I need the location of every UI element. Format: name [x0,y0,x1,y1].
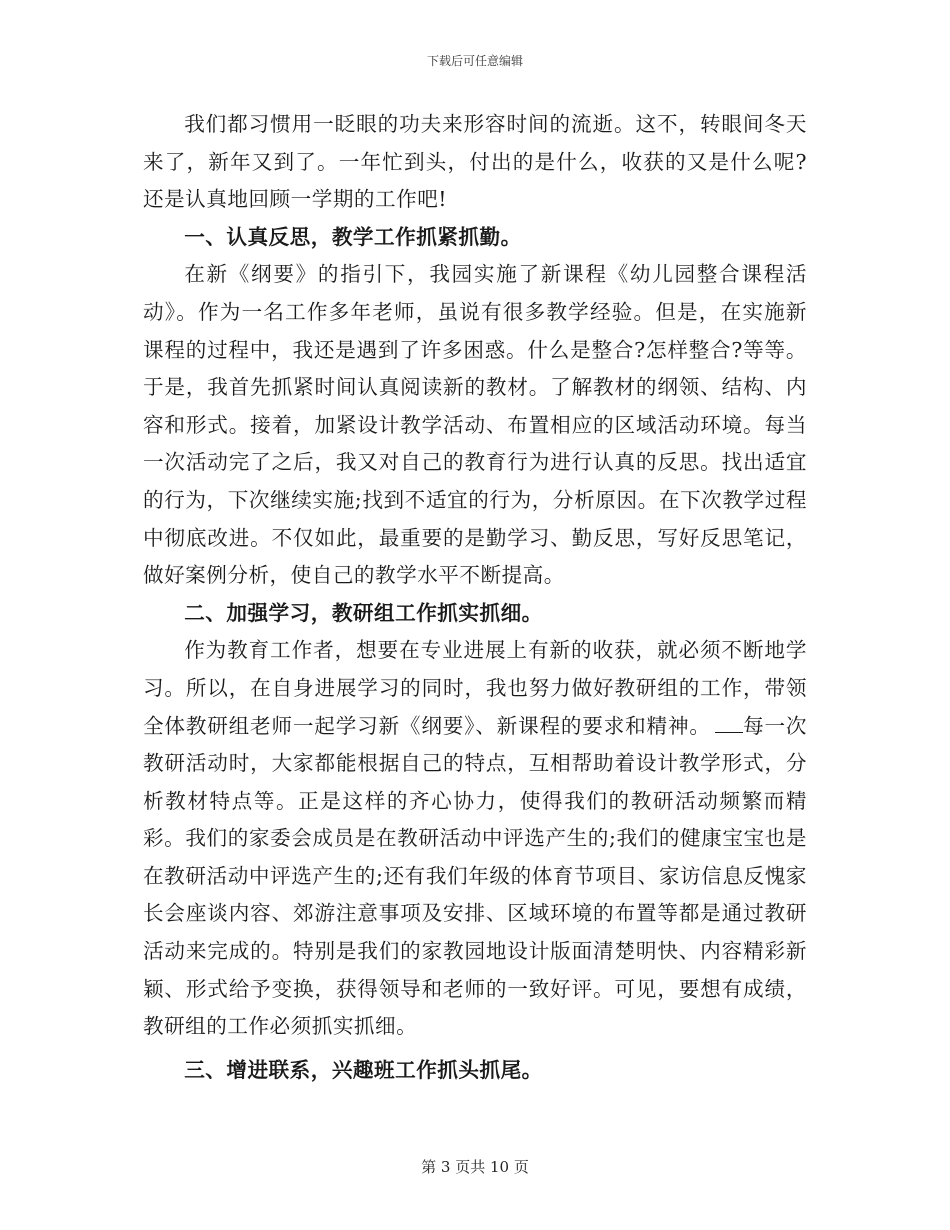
section-2-text-start: 作为教育工作者，想要在专业进展上有新的收获，就必须不断地学习。所以，在自身进展学习的同时，我也努力做好教研组的工作，带领全体教研组老师一起学习新《纲要》、新课程的要求和精神。 [143,638,807,738]
section-2-text-end: 每一次教研活动时，大家都能根据自己的特点，互相帮助着设计教学形式，分析教材特点等。正是这样的齐心协力，使得我们的教研活动频繁而精彩。我们的家委会成员是在教研活动中评选产生的;我们的健康宝宝也是在教研活动中评选产生的;还有我们年级的体育节项目、家访信息反愧家长会座谈内容、郊游注意事项及安排、区域环境的布置等都是通过教研活动来完成的。特别是我们的家教园地设计版面清楚明快、内容精彩新颖、形式给予变换，获得领导和老师的一致好评。可见，要想有成绩，教研组的工作必须抓实抓细。 [143,713,807,1039]
section-2-paragraph [143,632,807,1046]
section-heading-1: 一、认真反思，教学工作抓紧抓勤。 [184,224,522,249]
intro-paragraph: 我们都习惯用一眨眼的功夫来形容时间的流逝。这不，转眼间冬天来了，新年又到了。一年忙到头，付出的是什么，收获的又是什么呢?还是认真地回顾一学期的工作吧! [143,112,807,212]
section-heading-3: 三、增进联系，兴趣班工作抓头抓尾。 [184,1057,543,1082]
document-body [143,106,807,1089]
page-header: 下载后可任意编辑 [426,54,523,68]
section-heading-2: 二、加强学习，教研组工作抓实抓细。 [184,600,543,625]
fill-in-blank [715,716,743,733]
section-1-paragraph: 在新《纲要》的指引下，我园实施了新课程《幼儿园整合课程活动》。作为一名工作多年老师，虽说有很多教学经验。但是，在实施新课程的过程中，我还是遇到了许多困惑。什么是整合?怎样整合?等等。于是，我首先抓紧时间认真阅读新的教材。了解教材的纲领、结构、内容和形式。接着，加紧设计教学活动、布置相应的区域活动环境。每当一次活动完了之后，我又对自己的教育行为进行认真的反思。找出适宜的行为，下次继续实施;找到不适宜的行为，分析原因。在下次教学过程中彻底改进。不仅如此，最重要的是勤学习、勤反思，写好反思笔记，做好案例分析，使自己的教学水平不断提高。 [143,262,807,588]
page-footer: 第 3 页共 10 页 [421,1158,529,1176]
